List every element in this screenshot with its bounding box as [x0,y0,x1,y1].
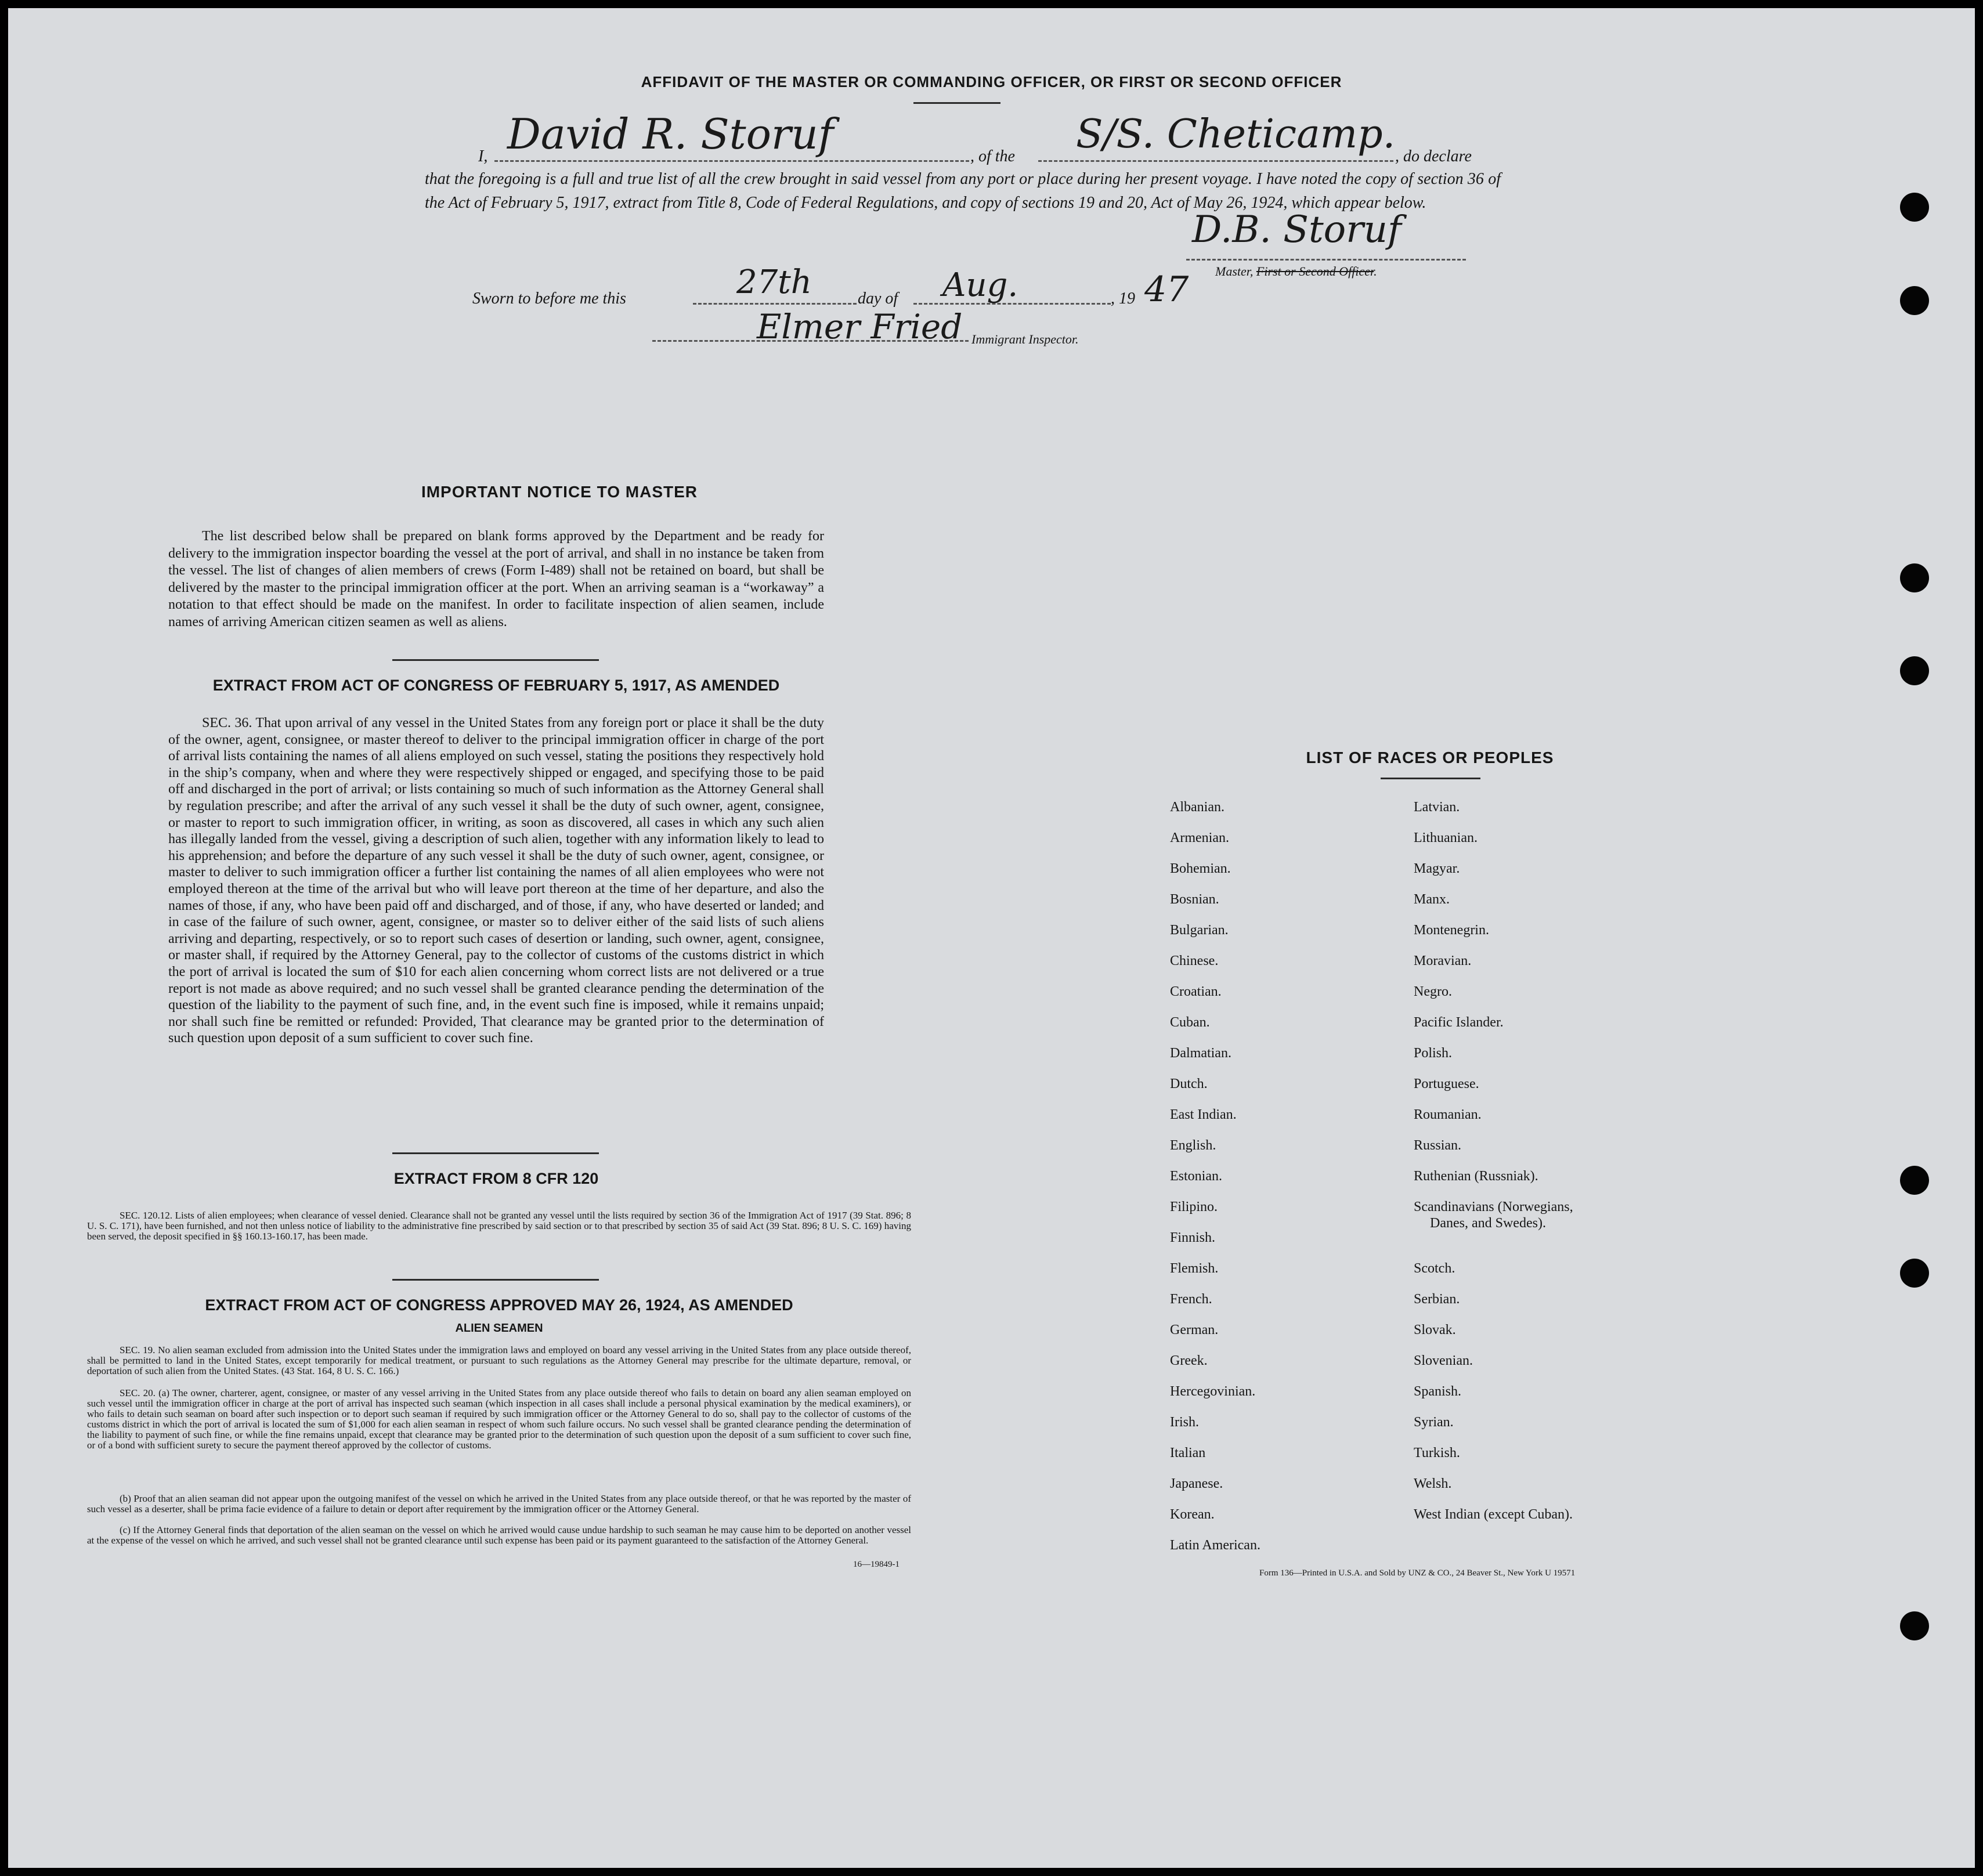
race-item: Irish. [1170,1415,1199,1430]
document-page [8,8,1975,1868]
race-item: Serbian. [1414,1292,1460,1307]
race-item: Ruthenian (Russniak). [1414,1169,1538,1184]
races-right-column [1414,800,1715,1538]
races-divider [1381,778,1480,779]
race-item: Slovak. [1414,1322,1456,1338]
sworn-month-handwritten: Aug. [942,266,1018,304]
races-left-column [1170,800,1402,1568]
cfr-divider [392,1279,599,1281]
race-item: Slovenian. [1414,1353,1473,1368]
extract-1917-title: EXTRACT FROM ACT OF CONGRESS OF FEBRUARY 5, 1917, AS AMENDED [212,677,780,694]
title-divider [913,102,1000,104]
sworn-day-handwritten: 27th [736,263,812,301]
sec20a-body: SEC. 20. (a) The owner, charterer, agent, consignee, or master of any vessel arriving in the United States from any place outside thereof who fails to detain on board any alien seaman employed on such vessel until the immigration officer in charge at the port of arrival has inspected such seaman (which inspection in all cases shall include a personal physical examination by the medical examiners), or who fails to detain such seaman on board after such inspection or to deport such seaman if required by such immigration officer or the Attorney General to do so, shall pay to the collector of customs of the customs district in which the port of arrival is located the sum of $1,000 for each alien seaman in respect of whom such failure occurs. No such vessel shall be granted clearance pending the determination of the liability to payment of such fine, or while the fine remains unpaid, except that clearance may be granted prior to the determination of such question upon the deposit of a sum sufficient to cover such fine, or of a bond with sufficient surety to secure the payment thereof approved by the collector of customs. [87,1387,911,1451]
race-item: Bohemian. [1170,861,1231,876]
race-item: Albanian. [1170,800,1225,815]
master-signature: D.B. Storuf [1192,208,1402,251]
extract-1917-body: SEC. 36. That upon arrival of any vessel in the United States from any foreign port or place it shall be the duty of the owner, agent, consignee, or master thereof to deliver to the principal immigration officer in charge of the port of arrival lists containing the names of all aliens employed on such vessel, stating the positions they respectively hold in the ship’s company, when and where they were respectively shipped or engaged, and specifying those to be paid off and discharged in the port of arrival; or lists containing so much of such information as the Attorney General shall by regulation prescribe; and after the arrival of any such vessel it shall be the duty of such owner, agent, consignee, or master to report to such immigration officer, in writing, as soon as discovered, all cases in which any such alien has illegally landed from the vessel, giving a description of such alien, together with any information likely to lead to his apprehension; and before the departure of any such vessel it shall be the duty of such owner, agent, consignee, or master to deliver to such immigration officer a further list containing the names of all alien employees who were not employed thereon at the time of the arrival but who will leave port thereon at the time of her departure, and also the names of those, if any, who have been paid off and discharged, and of those, if any, who have deserted or landed; and in case of the failure of such owner, agent, consignee, or master so to deliver either of the said lists of such aliens arriving and departing, respectively, or so to report such cases of desertion or landing, such owner, agent, consignee, or master shall, if required by the Attorney General, pay to the collector of customs of the customs district in which the port of arrival is located the sum of $10 for each alien concerning whom correct lists are not delivered or a true report is not made as above required; and no such vessel shall be granted clearance pending the determination of the question of the liability to the payment of such fine, and, in the event such fine is imposed, while it remains unpaid; nor shall such fine be remitted or refunded: Provided, That clearance may be granted prior to the determination of such question upon deposit of a sum sufficient to cover such fine. [168,715,824,1046]
of-the-label: , of the [970,147,1015,165]
do-declare-label: , do declare [1395,147,1472,165]
caption-master: Master, [1215,264,1254,279]
affidavit-title: AFFIDAVIT OF THE MASTER OR COMMANDING OFFICER, OR FIRST OR SECOND OFFICER [641,73,1342,91]
signature-line [1186,259,1466,261]
race-item: English. [1170,1138,1216,1153]
race-item: Turkish. [1414,1445,1460,1461]
binder-hole [1900,656,1929,685]
race-item: Estonian. [1170,1169,1222,1184]
day-line [693,303,857,305]
extract-1924-title: EXTRACT FROM ACT OF CONGRESS APPROVED MAY 26, 1924, AS AMENDED [205,1296,793,1314]
race-item: Magyar. [1414,861,1460,876]
notice-divider [392,659,599,661]
race-item: Korean. [1170,1507,1215,1522]
sec19-body: SEC. 19. No alien seaman excluded from admission into the United States under the immigration laws and employed on board any vessel arriving in the United States from any place outside thereof, shall be permitted to land in the United States, except temporarily for medical treatment, or pursuant to such regulations as the Attorney General may prescribe for the ultimate departure, removal, or deportation of such alien from the United States. (43 Stat. 164, 8 U. S. C. 166.) [87,1344,911,1376]
binder-hole [1900,563,1929,592]
race-item: Russian. [1414,1138,1462,1153]
notice-title: IMPORTANT NOTICE TO MASTER [421,483,698,501]
race-item: Hercegovinian. [1170,1384,1256,1399]
name-line [494,160,969,162]
binder-hole [1900,193,1929,222]
race-item: Cuban. [1170,1015,1210,1030]
race-item: Montenegrin. [1414,923,1489,938]
race-item: Welsh. [1414,1476,1452,1491]
sec20c-body: (c) If the Attorney General finds that deportation of the alien seaman on the vessel on which he arrived would cause undue hardship to such seaman he may cause him to be deported on another vessel at the expense of the vessel on which he arrived, and such vessel shall not be granted clearance until such expense has been paid or its payment guaranteed to the satisfaction of the Attorney General. [87,1524,911,1546]
race-item: Roumanian. [1414,1107,1482,1122]
year-label: , 19 [1111,290,1135,308]
affidavit-i-label: I, [478,147,488,165]
sworn-year-handwritten: 47 [1144,269,1189,310]
race-item: Manx. [1414,892,1450,907]
vessel-line [1038,160,1393,162]
sec20b-body: (b) Proof that an alien seaman did not appear upon the outgoing manifest of the vessel on which he arrived in the United States from any place outside thereof, or that he was reported by the master of such vessel as a deserter, shall be prima facie evidence of a failure to detain or deport after requirement by the immigration officer or the Attorney General. [87,1493,911,1514]
race-item: Chinese. [1170,953,1219,968]
binder-hole [1900,1611,1929,1640]
inspector-signature: Elmer Fried [757,307,963,346]
binder-hole [1900,1259,1929,1288]
race-item: Portuguese. [1414,1076,1479,1091]
caption-struck-officer: First or Second Officer [1256,264,1374,279]
race-item: Lithuanian. [1414,830,1478,845]
day-of-label: day of [858,290,898,308]
race-item: Latin American. [1170,1538,1260,1553]
race-item: Italian [1170,1445,1206,1461]
race-item: Scandinavians (Norwegians, [1414,1199,1573,1214]
extract-1924-subtitle: ALIEN SEAMEN [455,1322,543,1335]
notice-body: The list described below shall be prepared on blank forms approved by the Department and be ready for delivery to the immigration inspector boarding the vessel at the port of arrival, and shall in no instance be taken from the vessel. The list of changes of alien members of crews (Form I-489) shall not be retained on board, but shall be delivered by the master to the principal immigration officer at the port. When an arriving seaman is a “workaway” a notation to that effect should be made on the manifest. In order to facilitate inspection of alien seamen, include names of arriving American citizen seamen as well as aliens. [168,529,824,630]
race-item: Scotch. [1414,1261,1455,1276]
race-item: West Indian (except Cuban). [1414,1507,1573,1522]
race-item: Armenian. [1170,830,1229,845]
binder-hole [1900,286,1929,315]
race-item: Moravian. [1414,953,1472,968]
form-print-line: Form 136—Printed in U.S.A. and Sold by UNZ & CO., 24 Beaver St., New York U 19571 [1259,1568,1576,1578]
race-item: Finnish. [1170,1230,1216,1245]
cfr-title: EXTRACT FROM 8 CFR 120 [393,1170,599,1187]
race-item: Polish. [1414,1046,1453,1061]
race-item: Greek. [1170,1353,1208,1368]
cfr-body: SEC. 120.12. Lists of alien employees; when clearance of vessel denied. Clearance shall not be granted any vessel until the lists required by section 36 of the Immigration Act of 1917 (39 Stat. 896; 8 U. S. C. 171), have been furnished, and not then unless notice of liability to the administrative fine prescribed by said section or to that prescribed by section 35 of said Act (39 Stat. 896; 8 U. S. C. 169) having been served, the deposit specified in §§ 160.13-160.17, has been made. [87,1210,911,1242]
race-item: Spanish. [1414,1384,1462,1399]
race-item: Dutch. [1170,1076,1208,1091]
binder-hole [1900,1166,1929,1195]
affidavit-body: that the foregoing is a full and true list of all the crew brought in said vessel from any port or place during her present voyage. I have noted the copy of section 36 of the Act of February 5, 1917, extract from Title 8, Code of Federal Regulations, and copy of sections 19 and 20, Act of May 26, 1924, which appear below. [425,170,1501,212]
race-item: Pacific Islander. [1414,1015,1504,1030]
races-title: LIST OF RACES OR PEOPLES [1306,749,1554,767]
race-item-continuation: Danes, and Swedes). [1430,1216,1546,1231]
race-item: Croatian. [1170,984,1222,999]
race-item: Flemish. [1170,1261,1219,1276]
master-name-handwritten: David R. Storuf [507,110,834,158]
caption-period: . [1374,264,1377,279]
race-item: Syrian. [1414,1415,1454,1430]
race-item: Bosnian. [1170,892,1219,907]
race-item: Japanese. [1170,1476,1223,1491]
race-item: Negro. [1414,984,1452,999]
race-item: German. [1170,1322,1219,1338]
race-item: East Indian. [1170,1107,1237,1122]
inspector-line [652,340,969,342]
race-item: Latvian. [1414,800,1460,815]
signature-caption [1215,264,1377,279]
race-item: Dalmatian. [1170,1046,1231,1061]
vessel-name-handwritten: S/S. Cheticamp. [1076,111,1396,157]
race-item: French. [1170,1292,1212,1307]
inspector-caption: Immigrant Inspector. [971,332,1079,346]
form-code: 16—19849-1 [853,1560,900,1569]
race-item: Bulgarian. [1170,923,1229,938]
extract-1917-divider [392,1152,599,1154]
race-item: Filipino. [1170,1199,1218,1214]
sworn-label: Sworn to before me this [472,290,626,308]
